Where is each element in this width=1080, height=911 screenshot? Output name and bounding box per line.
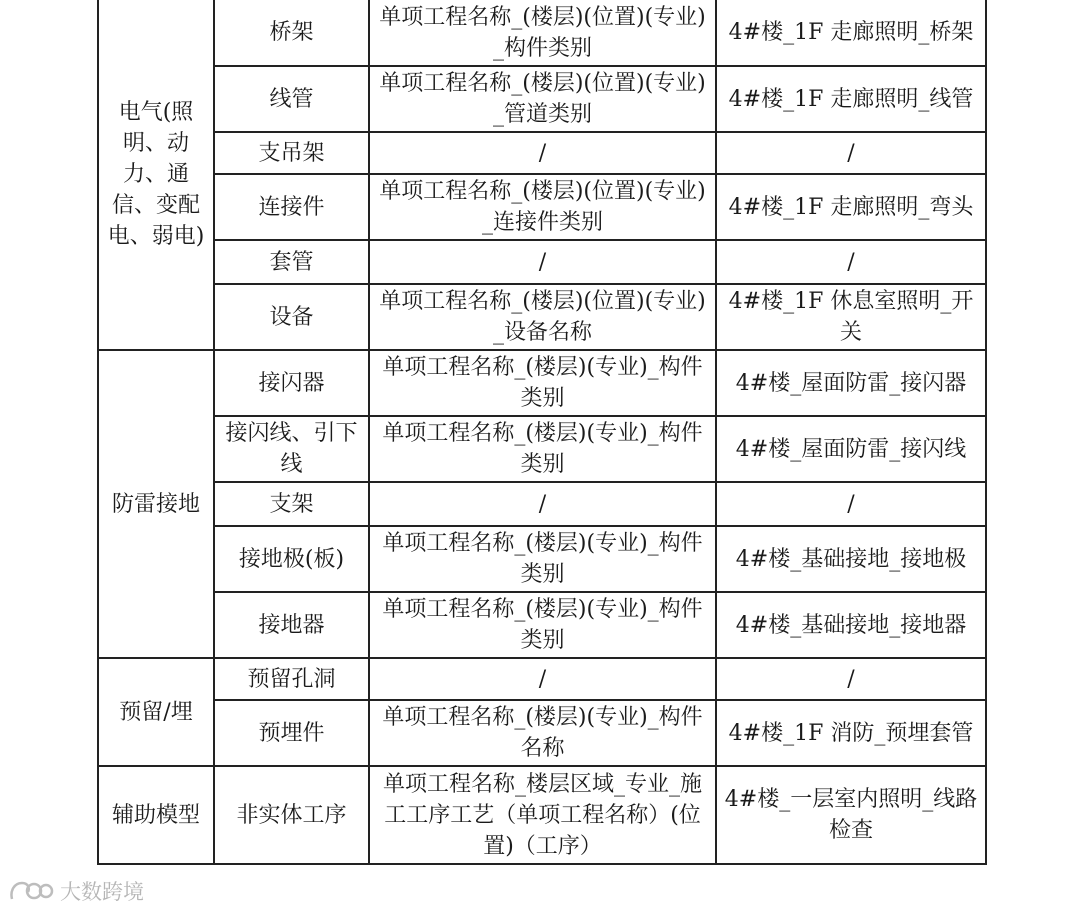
item-cell: 预埋件	[214, 700, 369, 766]
table-row	[98, 526, 986, 592]
example-cell: 4#楼_基础接地_接地器	[716, 592, 986, 658]
category-reserved: 预留/埋	[98, 658, 214, 766]
rule-cell: 单项工程名称_楼层区域_专业_施工工序工艺（单项工程名称）(位置)（工序）	[369, 766, 716, 864]
watermark	[8, 876, 144, 906]
example-cell: 4#楼_屋面防雷_接闪器	[716, 350, 986, 416]
example-cell: /	[716, 658, 986, 700]
example-cell: /	[716, 240, 986, 284]
category-lightning: 防雷接地	[98, 350, 214, 658]
rule-cell: /	[369, 132, 716, 174]
item-cell: 非实体工序	[214, 766, 369, 864]
example-cell: 4#楼_1F 走廊照明_线管	[716, 66, 986, 132]
example-cell: 4#楼_基础接地_接地极	[716, 526, 986, 592]
logo-icon	[8, 879, 54, 903]
item-cell: 套管	[214, 240, 369, 284]
rule-cell: 单项工程名称_(楼层)(专业)_构件类别	[369, 416, 716, 482]
table-row	[98, 350, 986, 416]
item-cell: 连接件	[214, 174, 369, 240]
rule-cell: 单项工程名称_(楼层)(专业)_构件类别	[369, 526, 716, 592]
example-cell: 4#楼_1F 走廊照明_桥架	[716, 0, 986, 66]
rule-cell: 单项工程名称_(楼层)(位置)(专业)_管道类别	[369, 66, 716, 132]
item-cell: 接地器	[214, 592, 369, 658]
item-cell: 接地极(板)	[214, 526, 369, 592]
rule-cell: /	[369, 482, 716, 526]
table-row	[98, 0, 986, 66]
table-row	[98, 132, 986, 174]
category-auxiliary: 辅助模型	[98, 766, 214, 864]
example-cell: 4#楼_1F 休息室照明_开关	[716, 284, 986, 350]
item-cell: 线管	[214, 66, 369, 132]
table-row	[98, 482, 986, 526]
item-cell: 支吊架	[214, 132, 369, 174]
category-electrical: 电气(照明、动力、通信、变配电、弱电)	[98, 0, 214, 350]
example-cell: /	[716, 482, 986, 526]
rule-cell: 单项工程名称_(楼层)(专业)_构件类别	[369, 592, 716, 658]
example-cell: 4#楼_一层室内照明_线路检查	[716, 766, 986, 864]
table-row	[98, 658, 986, 700]
example-cell: /	[716, 132, 986, 174]
rule-cell: /	[369, 240, 716, 284]
example-cell: 4#楼_屋面防雷_接闪线	[716, 416, 986, 482]
table-row	[98, 174, 986, 240]
watermark-text: 大数跨境	[60, 880, 144, 904]
item-cell: 接闪器	[214, 350, 369, 416]
item-cell: 设备	[214, 284, 369, 350]
rule-cell: 单项工程名称_(楼层)(位置)(专业)_设备名称	[369, 284, 716, 350]
item-cell: 支架	[214, 482, 369, 526]
rule-cell: 单项工程名称_(楼层)(位置)(专业)_连接件类别	[369, 174, 716, 240]
rule-cell: /	[369, 658, 716, 700]
table-row	[98, 766, 986, 864]
example-cell: 4#楼_1F 走廊照明_弯头	[716, 174, 986, 240]
item-cell: 桥架	[214, 0, 369, 66]
example-cell: 4#楼_1F 消防_预埋套管	[716, 700, 986, 766]
item-cell: 预留孔洞	[214, 658, 369, 700]
table-row	[98, 416, 986, 482]
table-row	[98, 700, 986, 766]
table-row	[98, 66, 986, 132]
table-row	[98, 284, 986, 350]
naming-rules-table	[97, 0, 987, 865]
table-row	[98, 240, 986, 284]
rule-cell: 单项工程名称_(楼层)(专业)_构件类别	[369, 350, 716, 416]
table-row	[98, 592, 986, 658]
item-cell: 接闪线、引下线	[214, 416, 369, 482]
rule-cell: 单项工程名称_(楼层)(位置)(专业)_构件类别	[369, 0, 716, 66]
rule-cell: 单项工程名称_(楼层)(专业)_构件名称	[369, 700, 716, 766]
